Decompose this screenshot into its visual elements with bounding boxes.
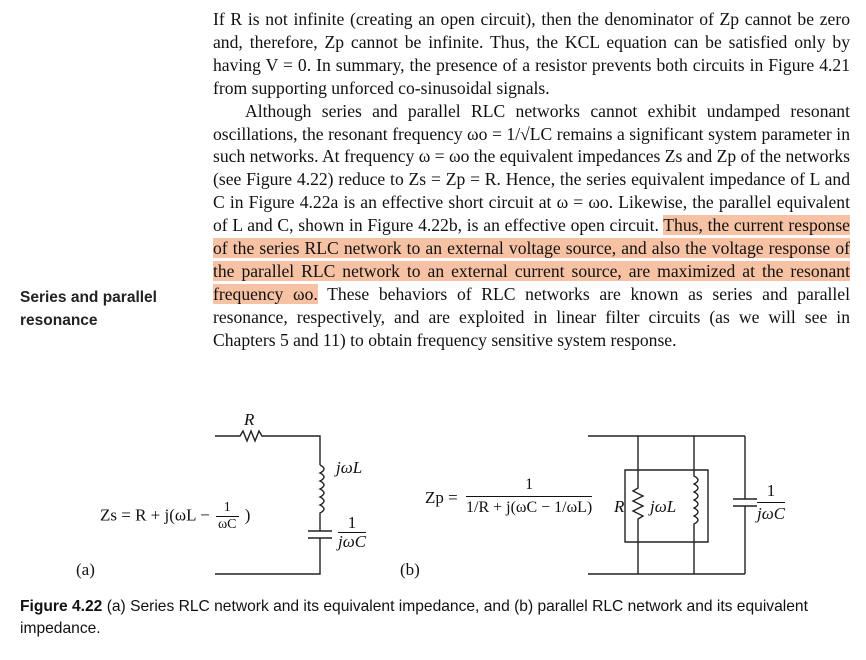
paragraph-2-end: These behaviors of RLC networks are known as series and parallel resonance, respectively, and are exploited in linear filter circuits (as we will see in Chapters 5 and 11) to obtain frequency sensitive system response. xyxy=(213,283,850,350)
series-C-num: 1 xyxy=(347,513,357,532)
paragraph-2 xyxy=(213,100,850,352)
series-impedance-eq xyxy=(100,500,250,533)
series-inductor xyxy=(320,465,324,520)
parallel-C-label: 1 jωC xyxy=(757,481,786,523)
parallel-resistor xyxy=(633,470,643,542)
parallel-R-label: R xyxy=(614,497,625,516)
series-C-label xyxy=(338,514,366,551)
parallel-inductor xyxy=(694,436,698,574)
paragraph-2-start: Although series and parallel RLC networks cannot exhibit undamped resonant oscillations, the resonant frequency ωo = 1/√LC remains a significant system parameter in such networks. At frequency ω = ωo the equivalent impedances Zs and Zp of the networks (see Figure 4.22) reduce to Zs = Zp = R. Hence, the series equivalent impedance of L and C in Figure 4.22a is an effective short circuit at ω = ωo. Likewise, the parallel equivalent of L and C, shown in Figure 4.22b, is an effective open circuit. xyxy=(213,100,850,236)
series-R-label: R xyxy=(244,410,255,429)
label-b: (b) xyxy=(400,560,420,579)
series-eq-lhs: Zs = R + j(ωL − xyxy=(100,505,210,525)
series-eq-close: ) xyxy=(244,505,251,525)
margin-note: Series and parallel resonance xyxy=(20,289,157,329)
caption-text: (a) Series RLC network and its equivalent impedance, and (b) parallel RLC network and its equivalent impedance. xyxy=(20,598,808,637)
paragraph-1: If R is not infinite (creating an open circuit), then the denominator of Zp cannot be zero and, therefore, Zp cannot be infinite. Thus, the KCL equation can be satisfied only by having V = 0. In summary, the presence of a resistor prevents both circuits in Figure 4.21 from supporting unforced co-sinusoidal signals. xyxy=(213,9,850,98)
series-L-label: jωL xyxy=(336,458,363,477)
label-a: (a) xyxy=(76,560,95,579)
parallel-L-label: jωL xyxy=(650,497,677,516)
parallel-capacitor xyxy=(733,436,757,574)
parallel-eq-frac: 1 1/R + j(ωC − 1/ωL) xyxy=(466,474,592,519)
highlighted-sentence: Thus, the current response of the series RLC network to an external voltage source, and also the voltage response of the parallel RLC network to an external current source, are maximized at the resonant frequency ωo. xyxy=(213,215,850,304)
series-C-den: jωC xyxy=(338,532,367,551)
body-text xyxy=(213,8,850,352)
figure-caption xyxy=(20,596,850,640)
caption-label: Figure 4.22 xyxy=(20,598,103,615)
series-resistor-wire xyxy=(215,431,320,465)
series-eq-frac: $\frac{1}{\omega C}$ xyxy=(217,500,237,532)
figure-4-22 xyxy=(0,400,866,590)
parallel-eq-lhs: Zp = xyxy=(425,488,458,507)
